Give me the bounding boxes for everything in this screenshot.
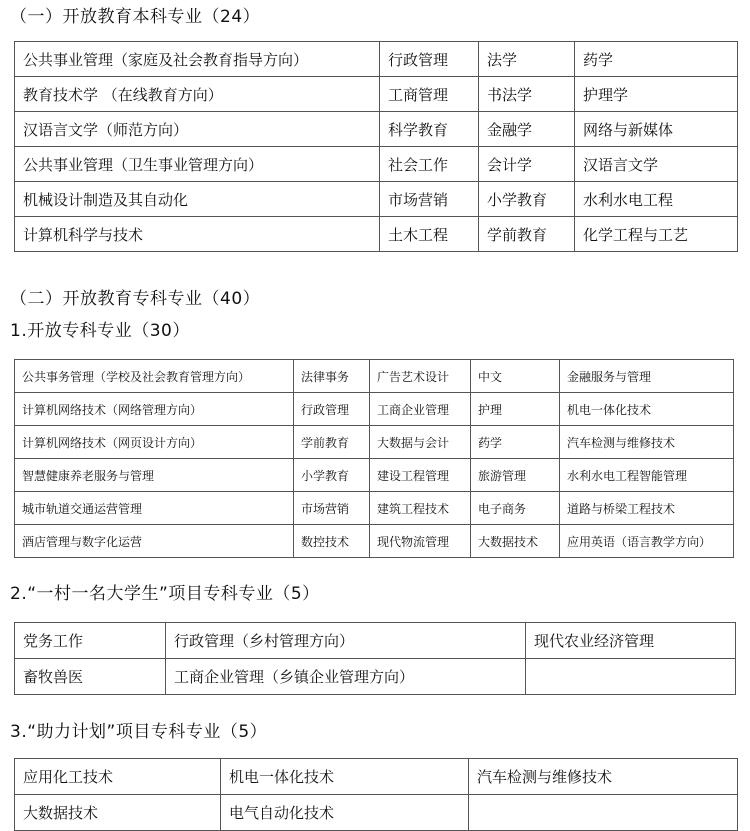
table-cell: 会计学 xyxy=(479,147,575,182)
table-row xyxy=(15,759,738,795)
table-cell: 护理学 xyxy=(575,77,738,112)
table-cell: 学前教育 xyxy=(294,426,370,459)
table-cell: 汽车检测与维修技术 xyxy=(560,426,734,459)
support-program-majors-table xyxy=(14,758,738,831)
table-row xyxy=(15,426,734,459)
table-cell: 机电一体化技术 xyxy=(221,759,469,795)
table-cell: 行政管理 xyxy=(294,393,370,426)
table-cell: 电气自动化技术 xyxy=(221,795,469,831)
table-cell: 公共事务管理（学校及社会教育管理方向） xyxy=(15,360,294,393)
table-row xyxy=(15,492,734,525)
table-cell: 汉语言文学（师范方向） xyxy=(15,112,380,147)
table-cell xyxy=(469,795,738,831)
table-cell: 城市轨道交通运营管理 xyxy=(15,492,294,525)
table-body xyxy=(15,42,738,252)
heading-undergraduate: （一）开放教育本科专业（24） xyxy=(10,7,261,27)
table-cell: 机械设计制造及其自动化 xyxy=(15,182,380,217)
table-row xyxy=(15,42,738,77)
table-cell: 应用化工技术 xyxy=(15,759,221,795)
table-cell: 道路与桥梁工程技术 xyxy=(560,492,734,525)
table-cell: 现代农业经济管理 xyxy=(526,623,736,659)
table-row xyxy=(15,217,738,252)
table-cell: 公共事业管理（卫生事业管理方向） xyxy=(15,147,380,182)
table-cell: 汽车检测与维修技术 xyxy=(469,759,738,795)
table-cell: 党务工作 xyxy=(15,623,166,659)
village-program-majors-table xyxy=(14,622,736,695)
table-cell: 水利水电工程智能管理 xyxy=(560,459,734,492)
table-cell: 市场营销 xyxy=(294,492,370,525)
table-cell: 计算机网络技术（网络管理方向） xyxy=(15,393,294,426)
table-cell: 金融学 xyxy=(479,112,575,147)
table-row xyxy=(15,393,734,426)
table-cell: 行政管理 xyxy=(380,42,479,77)
table-cell: 法学 xyxy=(479,42,575,77)
table-cell: 智慧健康养老服务与管理 xyxy=(15,459,294,492)
table-row xyxy=(15,795,738,831)
table-cell: 大数据技术 xyxy=(471,525,560,558)
heading-associate: （二）开放教育专科专业（40） xyxy=(10,289,261,309)
table-cell: 机电一体化技术 xyxy=(560,393,734,426)
table-cell: 中文 xyxy=(471,360,560,393)
table-row xyxy=(15,147,738,182)
table-cell: 酒店管理与数字化运营 xyxy=(15,525,294,558)
table-row xyxy=(15,623,736,659)
open-associate-majors-table xyxy=(14,359,734,558)
table-cell: 畜牧兽医 xyxy=(15,659,166,695)
table-cell: 大数据技术 xyxy=(15,795,221,831)
table-row xyxy=(15,659,736,695)
table-cell xyxy=(526,659,736,695)
table-cell: 药学 xyxy=(471,426,560,459)
heading-support-program: 3.“助力计划”项目专科专业（5） xyxy=(10,722,268,742)
table-cell: 市场营销 xyxy=(380,182,479,217)
table-cell: 工商管理 xyxy=(380,77,479,112)
table-row xyxy=(15,77,738,112)
table-cell: 计算机网络技术（网页设计方向） xyxy=(15,426,294,459)
table-cell: 小学教育 xyxy=(294,459,370,492)
table-cell: 旅游管理 xyxy=(471,459,560,492)
table-cell: 应用英语（语言教学方向） xyxy=(560,525,734,558)
undergraduate-majors-table xyxy=(14,41,738,252)
table-row xyxy=(15,112,738,147)
table-cell: 土木工程 xyxy=(380,217,479,252)
table-cell: 现代物流管理 xyxy=(370,525,471,558)
table-cell: 汉语言文学 xyxy=(575,147,738,182)
table-cell: 大数据与会计 xyxy=(370,426,471,459)
table-cell: 行政管理（乡村管理方向） xyxy=(166,623,526,659)
table-cell: 教育技术学 （在线教育方向） xyxy=(15,77,380,112)
heading-open-associate: 1.开放专科专业（30） xyxy=(10,321,190,341)
table-cell: 计算机科学与技术 xyxy=(15,217,380,252)
table-cell: 科学教育 xyxy=(380,112,479,147)
table-cell: 电子商务 xyxy=(471,492,560,525)
table-cell: 书法学 xyxy=(479,77,575,112)
table-cell: 化学工程与工艺 xyxy=(575,217,738,252)
table-cell: 工商企业管理 xyxy=(370,393,471,426)
table-cell: 工商企业管理（乡镇企业管理方向） xyxy=(166,659,526,695)
table-cell: 水利水电工程 xyxy=(575,182,738,217)
table-cell: 护理 xyxy=(471,393,560,426)
table-cell: 社会工作 xyxy=(380,147,479,182)
table-cell: 公共事业管理（家庭及社会教育指导方向） xyxy=(15,42,380,77)
table-row xyxy=(15,459,734,492)
table-cell: 网络与新媒体 xyxy=(575,112,738,147)
table-cell: 法律事务 xyxy=(294,360,370,393)
table-cell: 数控技术 xyxy=(294,525,370,558)
table-cell: 学前教育 xyxy=(479,217,575,252)
table-cell: 药学 xyxy=(575,42,738,77)
table-cell: 小学教育 xyxy=(479,182,575,217)
table-cell: 建筑工程技术 xyxy=(370,492,471,525)
table-cell: 建设工程管理 xyxy=(370,459,471,492)
table-cell: 金融服务与管理 xyxy=(560,360,734,393)
table-cell: 广告艺术设计 xyxy=(370,360,471,393)
heading-village-program: 2.“一村一名大学生”项目专科专业（5） xyxy=(10,584,320,604)
table-row xyxy=(15,360,734,393)
table-row xyxy=(15,525,734,558)
table-row xyxy=(15,182,738,217)
